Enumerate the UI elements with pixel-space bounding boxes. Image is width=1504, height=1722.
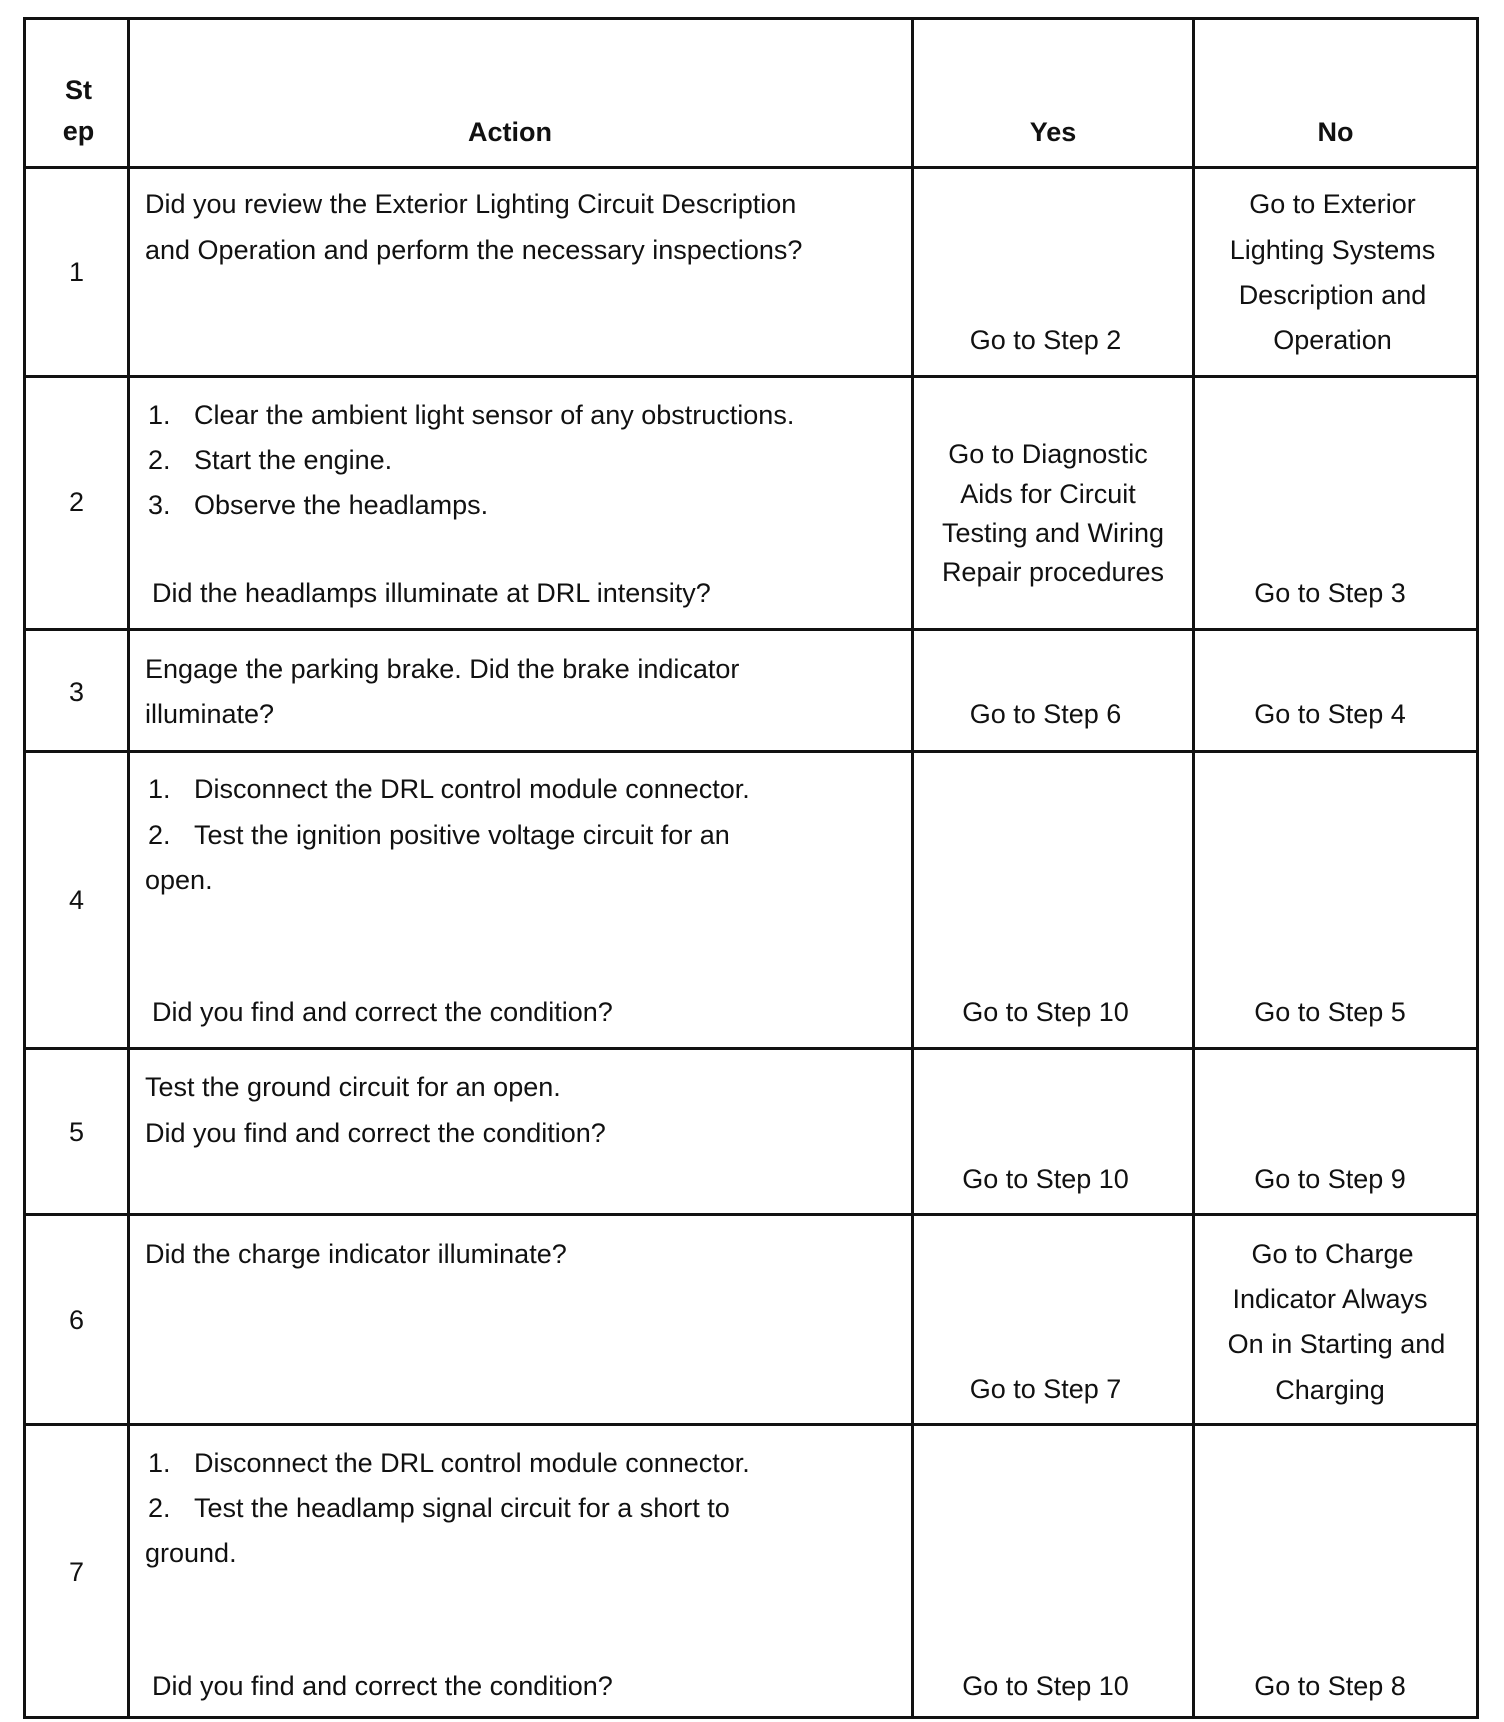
no-cell: Description and bbox=[1238, 280, 1427, 310]
yes-cell: Go to Step 7 bbox=[969, 1374, 1122, 1404]
step-number: 3 bbox=[68, 677, 85, 707]
action-list-wrap: ground. bbox=[145, 1538, 237, 1568]
no-cell: Go to Step 4 bbox=[1254, 699, 1406, 729]
yes-cell: Aids for Circuit bbox=[960, 479, 1136, 509]
action-list-item: Start the engine. bbox=[194, 445, 393, 475]
step-number: 4 bbox=[68, 885, 85, 915]
action-question: Did you find and correct the condition? bbox=[152, 997, 613, 1027]
no-cell: Charging bbox=[1275, 1375, 1385, 1405]
action-text: Did the charge indicator illuminate? bbox=[145, 1239, 567, 1269]
row-divider-header bbox=[23, 166, 1479, 169]
no-cell: Go to Charge bbox=[1251, 1239, 1414, 1269]
row-divider-6 bbox=[23, 1423, 1479, 1426]
table-border-right bbox=[1476, 17, 1479, 1719]
list-marker: 1. bbox=[148, 774, 171, 804]
list-marker: 3. bbox=[148, 490, 171, 520]
step-number: 1 bbox=[68, 257, 85, 287]
action-text: Did you review the Exterior Lighting Circuit Description bbox=[145, 189, 797, 219]
action-question: Did the headlamps illuminate at DRL intensity? bbox=[152, 578, 711, 608]
no-cell: Operation bbox=[1273, 325, 1392, 355]
no-cell: Go to Step 9 bbox=[1254, 1164, 1406, 1194]
row-divider-5 bbox=[23, 1213, 1479, 1216]
action-list-item: Disconnect the DRL control module connector. bbox=[194, 774, 750, 804]
column-divider-step bbox=[127, 17, 130, 1719]
action-list-item: Test the headlamp signal circuit for a short to bbox=[194, 1493, 730, 1523]
yes-cell: Go to Step 2 bbox=[969, 325, 1122, 355]
step-number: 2 bbox=[68, 487, 85, 517]
no-cell: Go to Step 3 bbox=[1254, 578, 1406, 608]
no-cell: On in Starting and bbox=[1227, 1329, 1446, 1359]
action-list-item: Disconnect the DRL control module connector. bbox=[194, 1448, 750, 1478]
row-divider-4 bbox=[23, 1047, 1479, 1050]
step-number: 7 bbox=[68, 1557, 85, 1587]
header-yes: Yes bbox=[1029, 117, 1077, 147]
list-marker: 1. bbox=[148, 400, 171, 430]
no-cell: Lighting Systems bbox=[1229, 235, 1436, 265]
list-marker: 2. bbox=[148, 820, 171, 850]
yes-cell: Go to Step 10 bbox=[962, 997, 1129, 1027]
list-marker: 1. bbox=[148, 1448, 171, 1478]
action-question: Did you find and correct the condition? bbox=[152, 1671, 613, 1701]
action-text: illuminate? bbox=[145, 699, 275, 729]
step-number: 6 bbox=[68, 1305, 85, 1335]
yes-cell: Go to Step 6 bbox=[969, 699, 1122, 729]
list-marker: 2. bbox=[148, 1493, 171, 1523]
action-text: Did you find and correct the condition? bbox=[145, 1118, 606, 1148]
table-border-bottom bbox=[23, 1716, 1479, 1719]
yes-cell: Go to Step 10 bbox=[962, 1671, 1129, 1701]
yes-cell: Testing and Wiring bbox=[941, 518, 1165, 548]
column-divider-action bbox=[911, 17, 914, 1719]
action-list-item: Test the ignition positive voltage circuit for an bbox=[194, 820, 730, 850]
list-marker: 2. bbox=[148, 445, 171, 475]
header-action: Action bbox=[468, 117, 552, 147]
no-cell: Indicator Always bbox=[1232, 1284, 1428, 1314]
no-cell: Go to Exterior bbox=[1249, 189, 1416, 219]
action-text: Test the ground circuit for an open. bbox=[145, 1072, 561, 1102]
header-step-line1: St bbox=[65, 75, 92, 105]
action-list-item: Observe the headlamps. bbox=[194, 490, 489, 520]
action-list-item: Clear the ambient light sensor of any obstructions. bbox=[194, 400, 795, 430]
no-cell: Go to Step 5 bbox=[1254, 997, 1406, 1027]
header-no: No bbox=[1317, 117, 1354, 147]
action-text: Engage the parking brake. Did the brake indicator bbox=[145, 654, 740, 684]
yes-cell: Repair procedures bbox=[941, 557, 1165, 587]
no-cell: Go to Step 8 bbox=[1254, 1671, 1406, 1701]
step-number: 5 bbox=[68, 1117, 85, 1147]
row-divider-3 bbox=[23, 750, 1479, 753]
row-divider-2 bbox=[23, 628, 1479, 631]
row-divider-1 bbox=[23, 375, 1479, 378]
header-step-line2: ep bbox=[62, 116, 95, 146]
table-border-top bbox=[23, 17, 1479, 20]
yes-cell: Go to Diagnostic bbox=[948, 439, 1148, 469]
action-list-wrap: open. bbox=[145, 865, 213, 895]
action-text: and Operation and perform the necessary inspections? bbox=[145, 235, 803, 265]
yes-cell: Go to Step 10 bbox=[962, 1164, 1129, 1194]
